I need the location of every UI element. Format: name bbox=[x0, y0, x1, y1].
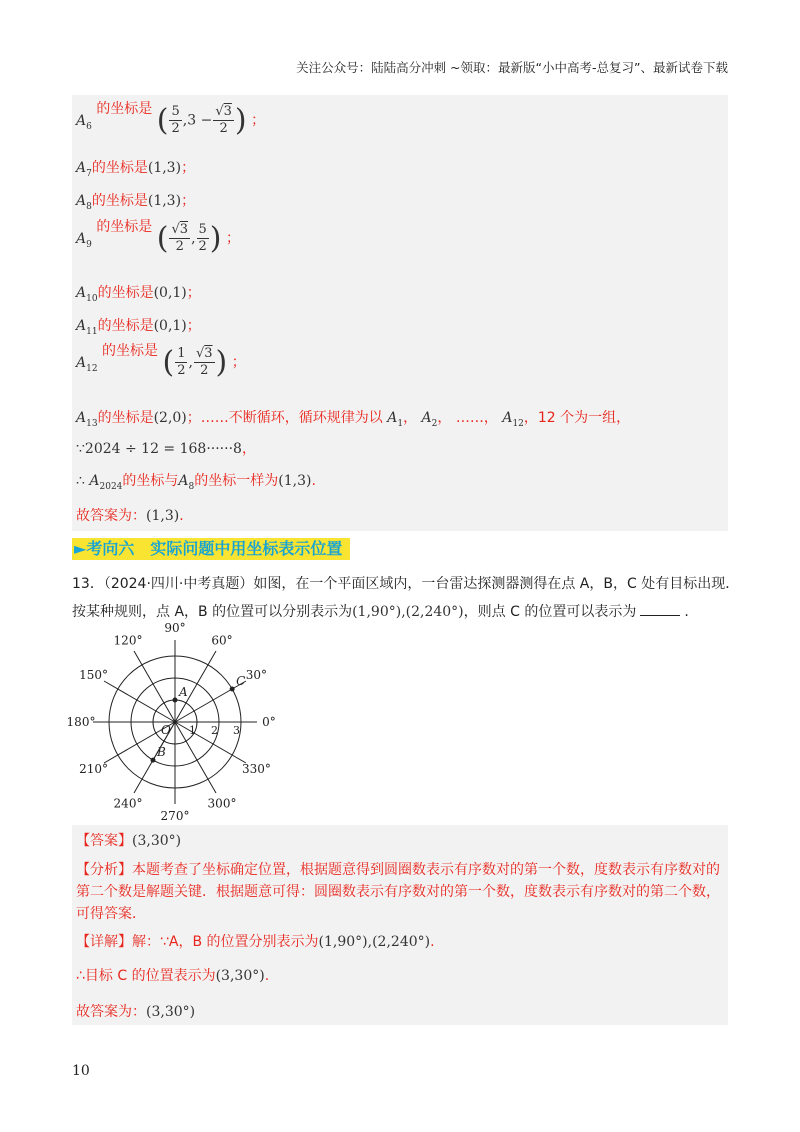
angle-label: 300° bbox=[207, 796, 237, 811]
final-answer-label: 故答案为： bbox=[76, 1004, 146, 1020]
angle-label: 270° bbox=[160, 809, 190, 823]
fraction: $\frac{5}{2}$ bbox=[171, 104, 180, 136]
fraction: $\frac{√3}{2}$ bbox=[195, 346, 213, 378]
target-point bbox=[151, 758, 155, 762]
target-point bbox=[230, 687, 234, 691]
triangle-marker-icon: ► bbox=[74, 539, 87, 558]
angle-label: 330° bbox=[241, 762, 271, 776]
semicolon: ； bbox=[231, 354, 246, 371]
answer-line bbox=[76, 830, 181, 850]
detail-line-1: 【详解】解：∵A，B 的位置分别表示为(1,90°),(2,240°). bbox=[76, 934, 435, 950]
angle-label: 150° bbox=[79, 668, 109, 682]
point-label: C bbox=[236, 674, 246, 688]
a6-line: $A_6$ 的坐标是 ( $\frac{5}{2}$ ,3 − $\frac{√3}{2}$ ) ； bbox=[76, 100, 266, 138]
fraction: $\frac{5}{2}$ bbox=[198, 222, 207, 254]
coord-value: (0,1) bbox=[153, 285, 187, 301]
semicolon: ； bbox=[186, 285, 201, 301]
page-header: 关注公众号：陆陆高分冲刺 ~领取：最新版“小中高考-总复习”、最新试卷下载 bbox=[296, 60, 728, 75]
answer-blank bbox=[640, 615, 680, 616]
section-heading bbox=[72, 538, 350, 560]
semicolon: ； bbox=[251, 112, 266, 129]
group-text: 12 个为一组， bbox=[537, 410, 631, 426]
semicolon: ； bbox=[186, 318, 201, 334]
answer-tag: 【答案】 bbox=[76, 833, 132, 849]
coord-value: (1,3) bbox=[147, 160, 182, 176]
coord-label: 的坐标是 bbox=[96, 100, 153, 117]
radar-diagram bbox=[66, 621, 280, 825]
answer-block bbox=[72, 825, 728, 1025]
point-label: B bbox=[157, 745, 166, 760]
angle-label: 60° bbox=[211, 633, 233, 648]
coord-label: 的坐标是 bbox=[102, 342, 159, 359]
coord-label: 的坐标是 bbox=[97, 285, 154, 301]
cycle-text: ；……不断循环，循环规律为以 bbox=[186, 410, 383, 426]
angle-label: 90° bbox=[164, 621, 186, 635]
angle-label: 30° bbox=[245, 668, 268, 682]
answer-value: (3,30°) bbox=[132, 833, 182, 849]
conclusion-line: ∴ $A_{2024}$的坐标与$A_8$的坐标一样为(1,3). bbox=[76, 473, 316, 492]
point-label: A bbox=[179, 685, 188, 699]
semicolon: ； bbox=[225, 230, 240, 247]
final-answer-line-2 bbox=[76, 1001, 195, 1021]
ring-label: 1 bbox=[189, 724, 196, 737]
final-answer-line: 故答案为：(1,3). bbox=[76, 508, 184, 524]
angle-label: 120° bbox=[113, 633, 143, 648]
coord-value: (1,3) bbox=[278, 473, 312, 489]
question-line-2: 按某种规则，点 A，B 的位置可以分别表示为(1,90°),(2,240°)，则点 C 的位置可以表示为 . bbox=[72, 604, 689, 620]
a7-line: $A_7$的坐标是(1,3)； bbox=[76, 160, 196, 179]
analysis-tag: 【分析】 bbox=[76, 862, 132, 878]
analysis-line-1: 【分析】本题考查了坐标确定位置，根据题意得到圆圈数表示有序数对的第一个数，度数表示有序数对的 bbox=[76, 862, 720, 878]
detail-tag: 【详解】 bbox=[76, 934, 132, 950]
origin-label: O bbox=[161, 723, 171, 737]
coord-label: 的坐标是 bbox=[96, 218, 153, 235]
ring-label: 3 bbox=[233, 724, 240, 737]
analysis-line-2: 第二个数是解题关键．根据题意可得：圆圈数表示有序数对的第一个数，度数表示有序数对的第二个数， bbox=[76, 884, 720, 900]
coord-label: 的坐标是 bbox=[97, 410, 154, 426]
a9-line: $A_9$ 的坐标是 ( $\frac{√3}{2}$ , $\frac{5}{2}$ ) ； bbox=[76, 218, 240, 256]
angle-label: 0° bbox=[262, 715, 276, 729]
final-answer-value: (1,3) bbox=[146, 508, 180, 524]
a8-line: $A_8$的坐标是(1,3)； bbox=[76, 193, 196, 212]
previous-answer-block bbox=[72, 95, 728, 531]
coord-value: (2,0) bbox=[153, 410, 187, 426]
a12-line: $A_{12}$ 的坐标是 ( $\frac{1}{2}$ , $\frac{√3}{2}$ ) ； bbox=[76, 342, 246, 380]
coord-label: 的坐标是 bbox=[91, 160, 148, 176]
angle-label: 180° bbox=[66, 715, 96, 729]
division-calc: ∵2024 ÷ 12 = 168······8 bbox=[76, 441, 242, 457]
page-number: 10 bbox=[72, 1063, 90, 1079]
a6-symbol: $A_6$ bbox=[76, 112, 92, 132]
section-title: 考向六 实际问题中用坐标表示位置 bbox=[86, 539, 343, 558]
target-point bbox=[173, 698, 177, 702]
calc-line: ∵2024 ÷ 12 = 168······8， bbox=[76, 441, 256, 457]
fraction: $\frac{√3}{2}$ bbox=[215, 104, 232, 136]
angle-ray bbox=[104, 681, 175, 722]
coord-label: 的坐标是 bbox=[91, 193, 148, 209]
a11-line: $A_{11}$的坐标是(0,1)； bbox=[76, 318, 201, 337]
semicolon: ； bbox=[181, 193, 196, 209]
coord-value: (0,1) bbox=[153, 318, 187, 334]
fraction: $\frac{√3}{2}$ bbox=[171, 222, 189, 254]
coord-value: (1,3) bbox=[147, 193, 182, 209]
angle-label: 210° bbox=[79, 762, 109, 776]
polar-grid bbox=[93, 640, 257, 804]
final-answer-value: (3,30°) bbox=[146, 1004, 196, 1020]
ring-label: 2 bbox=[211, 724, 218, 737]
question-line-1: 13．（2024·四川·中考真题）如图，在一个平面区域内，一台雷达探测器测得在点 A，B，C 处有目标出现． bbox=[72, 576, 740, 592]
fraction: $\frac{1}{2}$ bbox=[177, 346, 186, 378]
analysis-line-3: 可得答案． bbox=[76, 906, 146, 922]
detail-line-2: ∴目标 C 的位置表示为(3,30°). bbox=[76, 968, 270, 984]
a13-line: $A_{13}$的坐标是(2,0)；……不断循环，循环规律为以 $A_1$， $A_2$， ……， $A_{12}$，12 个为一组， bbox=[76, 410, 631, 429]
a10-line: $A_{10}$的坐标是(0,1)； bbox=[76, 285, 201, 304]
coord-label: 的坐标是 bbox=[97, 318, 154, 334]
angle-label: 240° bbox=[113, 796, 143, 811]
known-positions: (1,90°),(2,240°) bbox=[352, 604, 464, 620]
semicolon: ； bbox=[181, 160, 196, 176]
angle-ray bbox=[134, 651, 175, 722]
final-answer-label: 故答案为： bbox=[76, 508, 146, 524]
